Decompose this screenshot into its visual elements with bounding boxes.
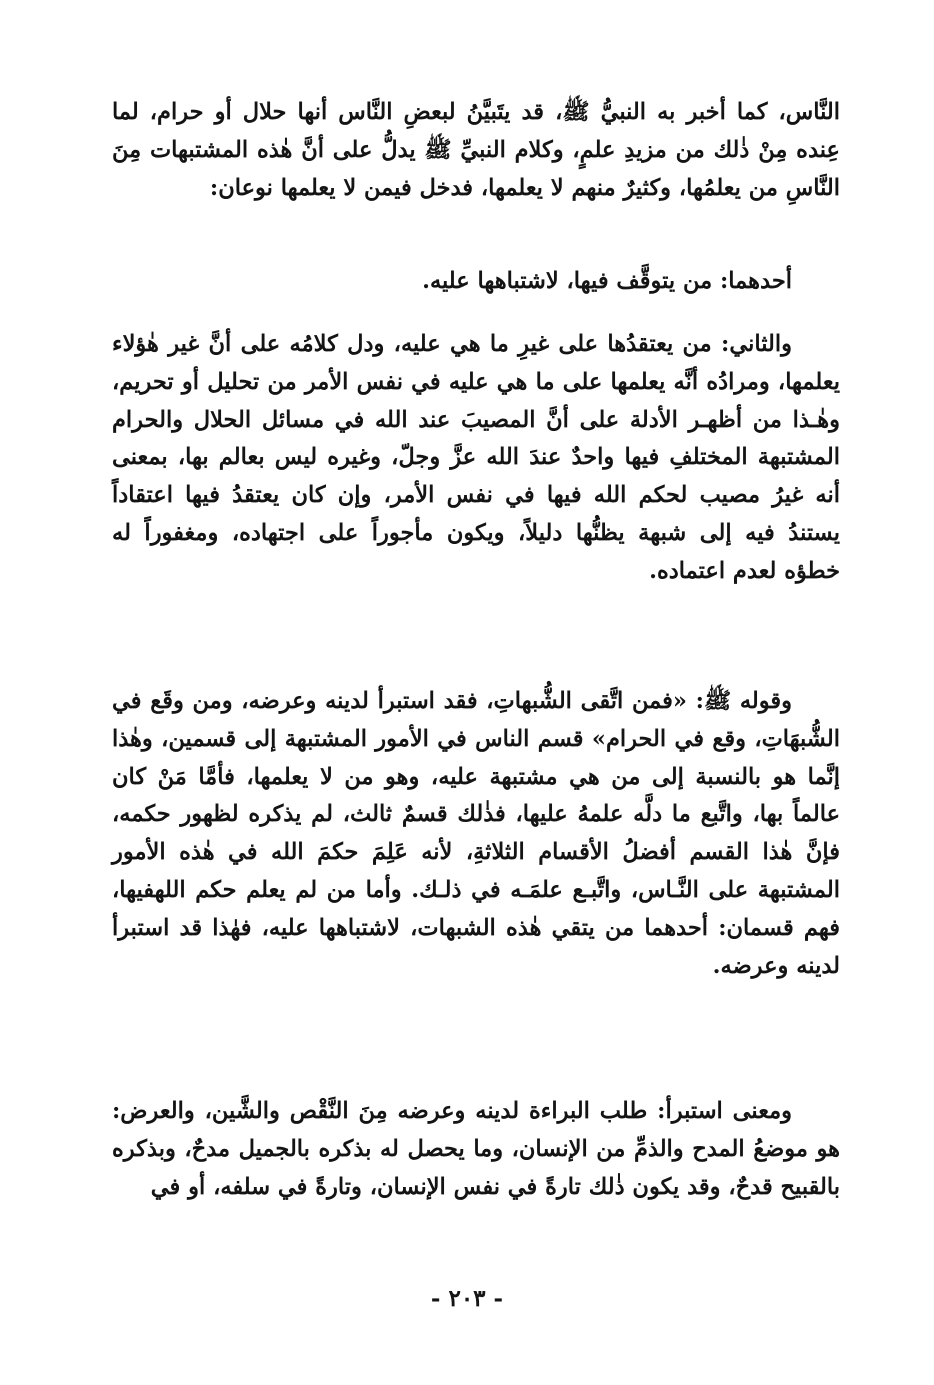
paragraph-3: والثاني: من يعتقدُها على غيرِ ما هي عليه، ودل كلامُه على أنَّ غير هٰؤلاء يعلمها، ومرادُه أنَّه يعلمها على ما هي عليه في نفس الأمر من تحليل أو تحريم، وهٰـذا من أظهـر الأدلة على أنَّ المصيبَ عند الله في مسائل الحلال والحرام المشتبهة المختلفِ فيها واحدٌ عندَ الله عزَّ وجلّ، وغيره ليس بعالم بها، بمعنى أنه غيرُ مصيب لحكم الله فيها في نفس الأمر، وإن كان يعتقدُ فيها اعتقاداً يستندُ فيه إلى شبهة يظنُّها دليلاً، ويكون مأجوراً على اجتهاده، ومغفوراً له خطؤه لعدم اعتماده.	[112, 331, 840, 584]
page-number: - ٢٠٣ -	[430, 1285, 504, 1312]
paragraph-2: أحدهما: من يتوقَّف فيها، لاشتباهها عليه.	[422, 268, 792, 294]
paragraph-5: ومعنى استبرأ: طلب البراءة لدينه وعرضه مِنَ النَّقْص والشَّين، والعرض: هو موضعُ المدح والذمِّ من الإنسان، وما يحصل له بذكره بالجميل مدحٌ، وبذكره بالقبيح قدحٌ، وقد يكون ذٰلك تارةً في نفس الإنسان، وتارةً في سلفه، أو في	[112, 1098, 840, 1200]
paragraph-4: وقوله ﷺ: «فمن اتَّقى الشُّبهاتِ، فقد استبرأ لدينه وعرضه، ومن وقَع في الشُّبهَاتِ، وقع في الحرام» قسم الناس في الأمور المشتبهة إلى قسمين، وهٰذا إنَّما هو بالنسبة إلى من هي مشتبهة عليه، وهو من لا يعلمها، فأمَّا مَنْ كان عالماً بها، واتَّبع ما دلَّه علمهُ عليها، فذٰلك قسمٌ ثالث، لم يذكره لظهور حكمه، فإنَّ هٰذا القسم أفضلُ الأقسام الثلاثةِ، لأنه عَلِمَ حكمَ الله في هٰذه الأمور المشتبهة على النَّـاس، واتَّبـع علمَـه في ذلـك. وأما من لم يعلم حكم اللهفيها، فهم قسمان: أحدهما من يتقي هٰذه الشبهات، لاشتباهها عليه، فهٰذا قد استبرأ لدينه وعرضه.	[112, 688, 840, 979]
paragraph-1: النَّاس، كما أخبر به النبيُّ ﷺ، قد يتَبيَّنُ لبعضِ النَّاس أنها حلال أو حرام، لما عِنده مِنْ ذٰلك من مزيدِ علمٍ، وكلام النبيِّ ﷺ يدلُّ على أنَّ هٰذه المشتبهات مِنَ النَّاسِ من يعلمُها، وكثيرٌ منهم لا يعلمها، فدخل فيمن لا يعلمها نوعان:	[112, 99, 840, 201]
